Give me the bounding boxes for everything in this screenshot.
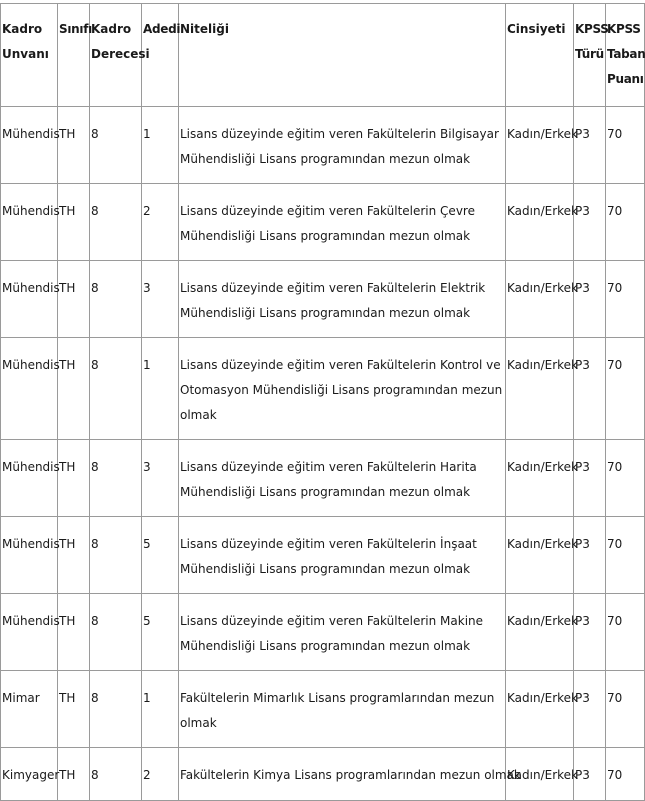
cell-kpss-turu: P3 xyxy=(574,107,606,184)
cell-cinsiyet: Kadın/Erkek xyxy=(506,748,574,801)
cell-nitelik: Fakültelerin Kimya Lisans programlarından mezun olmak xyxy=(179,748,506,801)
cell-unvan: Mimar xyxy=(1,671,58,748)
cell-nitelik: Lisans düzeyinde eğitim veren Fakültelerin Elektrik Mühendisliği Lisans programından mezun olmak xyxy=(179,261,506,338)
header-sinifi: Sınıfı xyxy=(58,4,90,107)
header-kadro-derecesi: Kadro Derecesi xyxy=(90,4,142,107)
header-niteligi: Niteliği xyxy=(179,4,506,107)
table-row xyxy=(1,517,645,594)
cell-taban-puan: 70 xyxy=(606,671,645,748)
cell-sinif: TH xyxy=(58,517,90,594)
cell-kpss-turu: P3 xyxy=(574,594,606,671)
cell-kpss-turu: P3 xyxy=(574,748,606,801)
cell-taban-puan: 70 xyxy=(606,594,645,671)
cell-cinsiyet: Kadın/Erkek xyxy=(506,338,574,440)
cell-derece: 8 xyxy=(90,338,142,440)
cell-sinif: TH xyxy=(58,338,90,440)
cell-cinsiyet: Kadın/Erkek xyxy=(506,594,574,671)
cell-unvan: Mühendis xyxy=(1,338,58,440)
table-row xyxy=(1,671,645,748)
cell-unvan: Mühendis xyxy=(1,184,58,261)
cell-adet: 3 xyxy=(142,261,179,338)
header-adedi: Adedi xyxy=(142,4,179,107)
table-row xyxy=(1,184,645,261)
cell-derece: 8 xyxy=(90,517,142,594)
cell-kpss-turu: P3 xyxy=(574,261,606,338)
cell-taban-puan: 70 xyxy=(606,440,645,517)
cell-nitelik: Lisans düzeyinde eğitim veren Fakültelerin Makine Mühendisliği Lisans programından mezun olmak xyxy=(179,594,506,671)
cell-adet: 1 xyxy=(142,338,179,440)
cell-kpss-turu: P3 xyxy=(574,184,606,261)
cell-nitelik: Lisans düzeyinde eğitim veren Fakültelerin Kontrol ve Otomasyon Mühendisliği Lisans programından mezun olmak xyxy=(179,338,506,440)
cell-nitelik: Lisans düzeyinde eğitim veren Fakültelerin İnşaat Mühendisliği Lisans programından mezun olmak xyxy=(179,517,506,594)
header-row xyxy=(1,4,645,107)
cell-nitelik: Lisans düzeyinde eğitim veren Fakültelerin Çevre Mühendisliği Lisans programından mezun olmak xyxy=(179,184,506,261)
cell-adet: 1 xyxy=(142,107,179,184)
cell-nitelik: Lisans düzeyinde eğitim veren Fakültelerin Bilgisayar Mühendisliği Lisans programından mezun olmak xyxy=(179,107,506,184)
cell-adet: 3 xyxy=(142,440,179,517)
cell-cinsiyet: Kadın/Erkek xyxy=(506,440,574,517)
cell-unvan: Mühendis xyxy=(1,107,58,184)
header-kpss-taban-puani: KPSS Taban Puanı xyxy=(606,4,645,107)
cell-adet: 5 xyxy=(142,517,179,594)
cell-sinif: TH xyxy=(58,261,90,338)
cell-taban-puan: 70 xyxy=(606,338,645,440)
cell-sinif: TH xyxy=(58,184,90,261)
cell-unvan: Kimyager xyxy=(1,748,58,801)
cell-adet: 2 xyxy=(142,748,179,801)
cell-cinsiyet: Kadın/Erkek xyxy=(506,517,574,594)
cell-derece: 8 xyxy=(90,748,142,801)
table-row xyxy=(1,594,645,671)
cell-unvan: Mühendis xyxy=(1,594,58,671)
table-row xyxy=(1,748,645,801)
cell-kpss-turu: P3 xyxy=(574,440,606,517)
cell-taban-puan: 70 xyxy=(606,517,645,594)
cell-derece: 8 xyxy=(90,184,142,261)
cell-kpss-turu: P3 xyxy=(574,338,606,440)
cell-unvan: Mühendis xyxy=(1,440,58,517)
positions-table xyxy=(0,3,645,801)
cell-derece: 8 xyxy=(90,594,142,671)
table-row xyxy=(1,440,645,517)
cell-adet: 2 xyxy=(142,184,179,261)
header-cinsiyeti: Cinsiyeti xyxy=(506,4,574,107)
cell-nitelik: Lisans düzeyinde eğitim veren Fakültelerin Harita Mühendisliği Lisans programından mezun olmak xyxy=(179,440,506,517)
cell-cinsiyet: Kadın/Erkek xyxy=(506,261,574,338)
cell-adet: 5 xyxy=(142,594,179,671)
cell-cinsiyet: Kadın/Erkek xyxy=(506,184,574,261)
cell-unvan: Mühendis xyxy=(1,261,58,338)
cell-taban-puan: 70 xyxy=(606,184,645,261)
cell-cinsiyet: Kadın/Erkek xyxy=(506,107,574,184)
cell-sinif: TH xyxy=(58,671,90,748)
cell-kpss-turu: P3 xyxy=(574,517,606,594)
cell-derece: 8 xyxy=(90,671,142,748)
cell-derece: 8 xyxy=(90,440,142,517)
cell-derece: 8 xyxy=(90,107,142,184)
header-kadro-unvani: Kadro Unvanı xyxy=(1,4,58,107)
table-row xyxy=(1,107,645,184)
cell-unvan: Mühendis xyxy=(1,517,58,594)
cell-adet: 1 xyxy=(142,671,179,748)
cell-taban-puan: 70 xyxy=(606,748,645,801)
header-kpss-turu: KPSS Türü xyxy=(574,4,606,107)
table-row xyxy=(1,338,645,440)
cell-taban-puan: 70 xyxy=(606,261,645,338)
cell-nitelik: Fakültelerin Mimarlık Lisans programlarından mezun olmak xyxy=(179,671,506,748)
cell-cinsiyet: Kadın/Erkek xyxy=(506,671,574,748)
cell-sinif: TH xyxy=(58,748,90,801)
table-row xyxy=(1,261,645,338)
cell-sinif: TH xyxy=(58,440,90,517)
cell-kpss-turu: P3 xyxy=(574,671,606,748)
cell-sinif: TH xyxy=(58,594,90,671)
cell-taban-puan: 70 xyxy=(606,107,645,184)
cell-sinif: TH xyxy=(58,107,90,184)
cell-derece: 8 xyxy=(90,261,142,338)
